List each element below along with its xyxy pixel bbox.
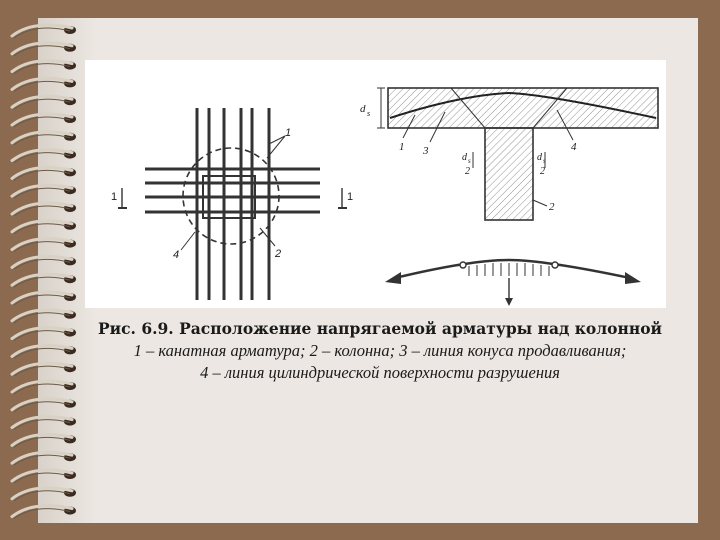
ring-icon [12,167,76,180]
dim-ds2-right-2: 2 [540,166,545,177]
callout-2-plan: 2 [275,248,282,260]
ring-icon [12,434,76,447]
arrow-left-end [385,272,401,284]
ring-icon [12,506,76,519]
anchor-left [460,262,466,268]
ring-icon [12,274,76,287]
ring-icon [12,203,76,216]
callout-3-section: 3 [423,145,429,157]
callout-2-section: 2 [549,201,555,213]
ring-icon [12,399,76,412]
ring-icon [12,185,76,198]
callout-1-section: 1 [399,141,405,153]
arrow-right-end [625,272,641,284]
dim-ds2-left-2: 2 [465,166,470,177]
ring-icon [12,328,76,341]
dim-ds-label: d [360,103,366,115]
load-diagram [385,260,641,306]
ring-icon [12,470,76,483]
section-mark-label-left: 1 [111,191,118,203]
ring-icon [12,417,76,430]
dim-ds2-left-d: d [462,152,467,163]
section-view [377,88,658,220]
ring-icon [12,114,76,127]
dim-ds-sub: s [367,109,371,118]
ring-icon [12,256,76,269]
section-mark-left [118,188,127,208]
callout-4-section: 4 [571,141,577,153]
ring-icon [12,345,76,358]
caption-legend-line-1: 1 – канатная арматура; 2 – колонна; 3 – линия конуса продавливания; [133,341,627,360]
dim-ds [377,88,385,128]
ring-icon [12,150,76,163]
figure-panel [85,60,666,308]
ring-icon [12,25,76,38]
ring-icon [12,363,76,376]
ring-icon [12,221,76,234]
ring-icon [12,381,76,394]
ring-icon [12,488,76,501]
figure-drawing [85,60,666,308]
dim-ds2-left-s: s [468,157,471,165]
caption-legend-line-2: 4 – линия цилиндрической поверхности разрушения [200,363,560,382]
spiral-binding-icon [0,18,80,523]
reaction-arrow-head [505,298,513,306]
callout-4-plan: 4 [173,249,180,261]
caption-title: Рис. 6.9. Расположение напрягаемой арматуры над колонной [97,319,663,338]
figure-caption [80,318,680,384]
column-section [485,128,533,220]
dim-ds2-right-d: d [537,152,542,163]
ring-icon [12,310,76,323]
section-mark-right [338,188,347,208]
ring-icon [12,292,76,305]
vertical-tendons [197,108,269,300]
ring-icon [12,96,76,109]
ring-icon [12,61,76,74]
plan-view [118,108,347,300]
section-mark-label-right: 1 [347,191,354,203]
ring-icon [12,132,76,145]
distributed-load-arrows [469,263,549,276]
ring-icon [12,78,76,91]
dim-ds2-right-s: s [543,157,546,165]
anchor-right [552,262,558,268]
ring-icon [12,452,76,465]
ring-icon [12,239,76,252]
ring-icon [12,43,76,56]
tendon-load-curve [395,260,630,278]
callout-1-plan: 1 [285,127,292,139]
